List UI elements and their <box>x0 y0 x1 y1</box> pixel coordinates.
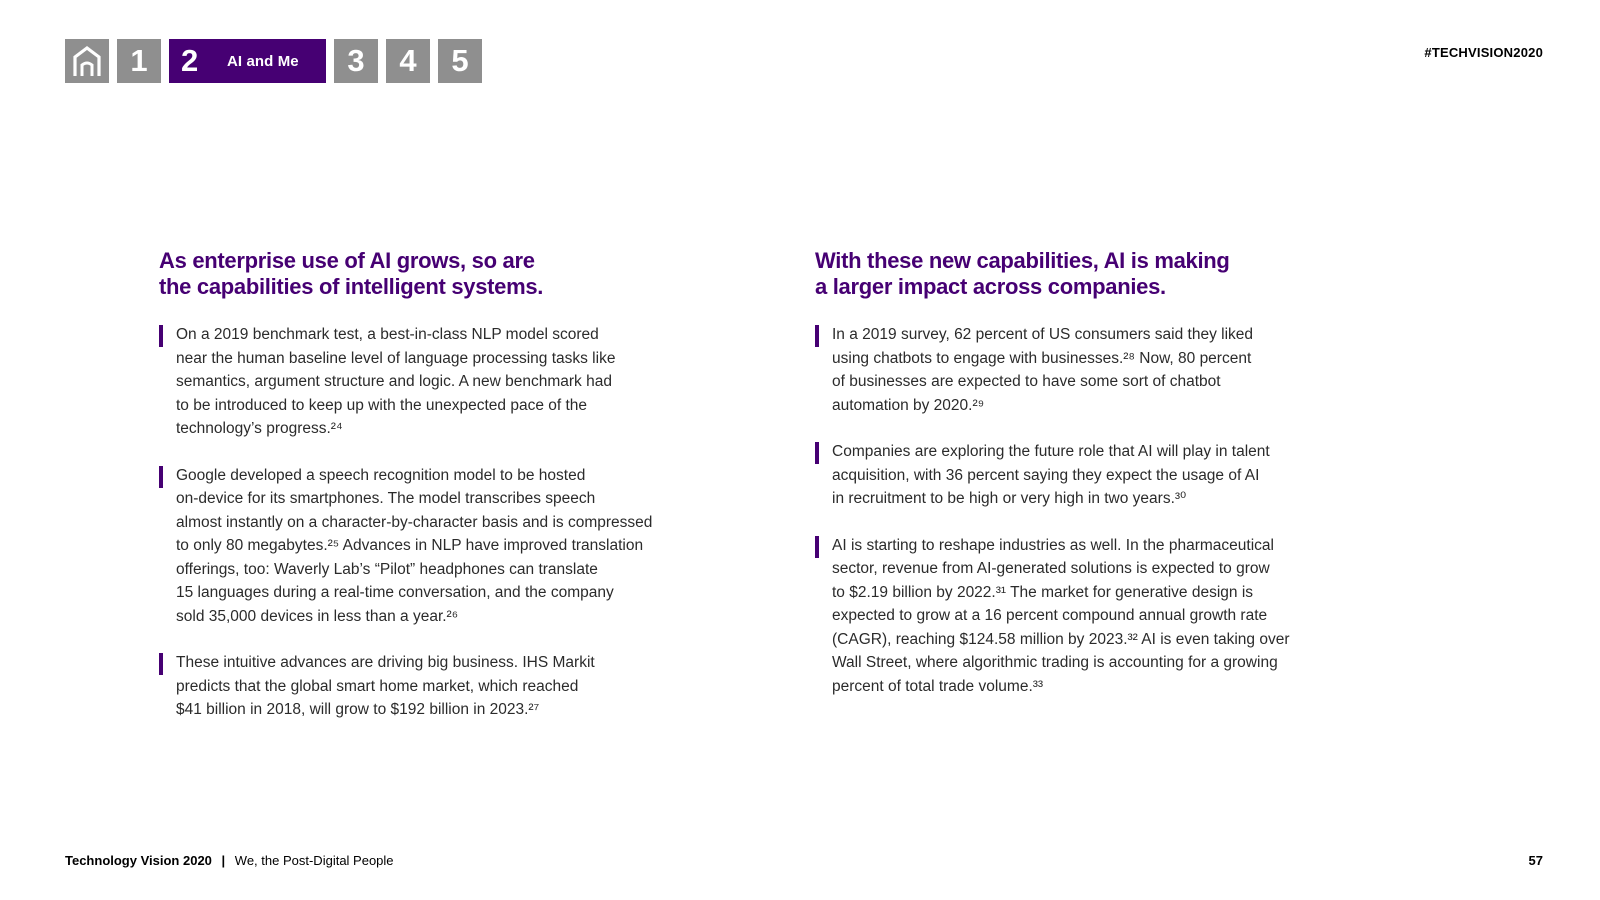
left-paragraph-1 <box>159 323 699 441</box>
right-heading: With these new capabilities, AI is making a larger impact across companies. <box>815 248 1230 299</box>
accent-bar <box>815 442 819 464</box>
nav-section-3[interactable]: 3 <box>334 39 378 83</box>
left-paragraph-3 <box>159 651 699 722</box>
nav-section-1[interactable]: 1 <box>117 39 161 83</box>
footer-separator: | <box>221 853 226 868</box>
footer <box>65 853 394 868</box>
accent-bar <box>159 466 163 488</box>
paragraph-text: Google developed a speech recognition model to be hosted on-device for its smartphones. The model transcribes speech almost instantly on a character-by-character basis and is compressed to only 80 megabytes.²⁵ Advances in NLP have improved translation offerings, too: Waverly Lab’s “Pilot” headphones can translate 15 languages during a real-time conversation, and the company sold 35,000 devices in less than a year.²⁶ <box>176 466 653 625</box>
paragraph-text: These intuitive advances are driving big business. IHS Markit predicts that the global smart home market, which reached $41 billion in 2018, will grow to $192 billion in 2023.²⁷ <box>176 654 595 718</box>
right-paragraph-3 <box>815 534 1355 699</box>
left-column <box>159 248 699 745</box>
paragraph-text: In a 2019 survey, 62 percent of US consumers said they liked using chatbots to engage with businesses.²⁸ Now, 80 percent of businesses are expected to have some sort of chatbot automation by 2020.²⁹ <box>832 326 1254 414</box>
nav-active-label: AI and Me <box>227 52 299 70</box>
right-paragraph-1 <box>815 323 1355 417</box>
nav-active-number: 2 <box>181 43 199 78</box>
hashtag: #TECHVISION2020 <box>1424 45 1543 60</box>
home-icon <box>72 45 102 77</box>
accent-bar <box>815 325 819 347</box>
page-number: 57 <box>1528 853 1543 868</box>
left-heading: As enterprise use of AI grows, so are the capabilities of intelligent systems. <box>159 248 544 299</box>
footer-brand: Technology Vision 2020 <box>65 853 212 868</box>
footer-subtitle: We, the Post-Digital People <box>234 853 394 868</box>
paragraph-text: AI is starting to reshape industries as well. In the pharmaceutical sector, revenue from AI-generated solutions is expected to grow to $2.19 billion by 2022.³¹ The market for generative design is expected to grow at a 16 percent compound annual growth rate (CAGR), reaching $124.58 million by 2023.³² AI is even taking over Wall Street, where algorithmic trading is accounting for a growing percent of total trade volume.³³ <box>832 536 1290 695</box>
nav-home-button[interactable] <box>65 39 109 83</box>
right-paragraph-2 <box>815 440 1355 511</box>
accent-bar <box>159 653 163 675</box>
section-nav <box>65 39 482 83</box>
paragraph-text: On a 2019 benchmark test, a best-in-class NLP model scored near the human baseline level of language processing tasks like semantics, argument structure and logic. A new benchmark had to be introduced to keep up with the unexpected pace of the technology’s progress.²⁴ <box>176 326 616 437</box>
paragraph-text: Companies are exploring the future role that AI will play in talent acquisition, with 36 percent saying they expect the usage of AI in recruitment to be high or very high in two years.³⁰ <box>832 443 1270 507</box>
left-paragraph-2 <box>159 464 699 629</box>
nav-section-4[interactable]: 4 <box>386 39 430 83</box>
nav-section-5[interactable]: 5 <box>438 39 482 83</box>
accent-bar <box>815 536 819 558</box>
nav-section-2-active[interactable] <box>169 39 326 83</box>
accent-bar <box>159 325 163 347</box>
right-column <box>815 248 1355 721</box>
